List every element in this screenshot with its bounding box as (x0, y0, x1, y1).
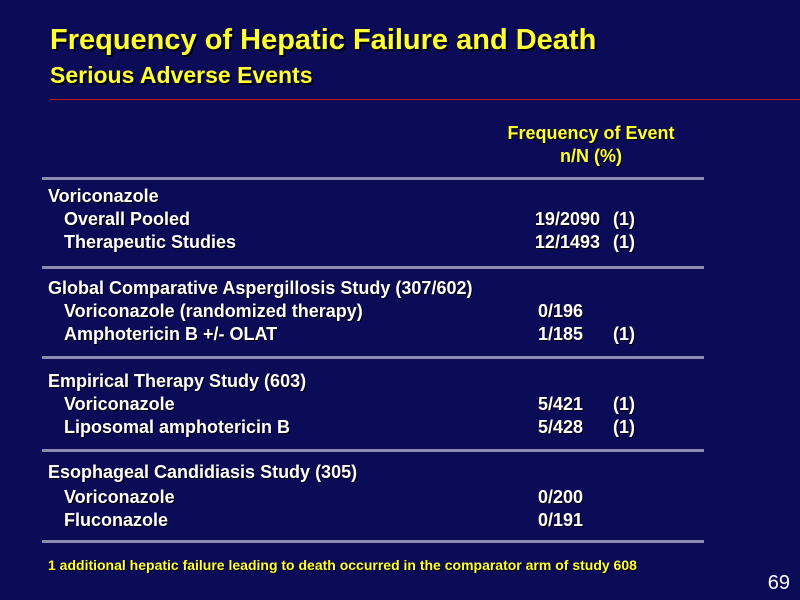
row-percent: (1) (613, 324, 635, 344)
section-heading: Voriconazole (48, 186, 159, 206)
row-percent: (1) (613, 232, 635, 252)
row-fraction: 1/185 (538, 324, 584, 344)
row-fraction: 0/200 (538, 487, 584, 507)
row-fraction: 0/191 (538, 510, 584, 530)
section-heading: Esophageal Candidiasis Study (305) (48, 462, 358, 482)
row-label: Voriconazole (64, 394, 175, 414)
row-fraction: 12/1493 (534, 232, 600, 252)
row-fraction: 19/2090 (534, 209, 600, 229)
row-label: Voriconazole (64, 487, 175, 507)
row-percent: (1) (613, 417, 635, 437)
row-label: Liposomal amphotericin B (64, 417, 291, 437)
row-label: Amphotericin B +/- OLAT (64, 324, 278, 344)
page-number: 69 (767, 572, 790, 594)
row-label: Fluconazole (64, 510, 169, 530)
row-percent: (1) (613, 209, 635, 229)
row-fraction: 0/196 (538, 301, 584, 321)
slide-title: Frequency of Hepatic Failure and Death (50, 24, 597, 56)
footnote: 1 additional hepatic failure leading to death occurred in the comparator arm of study 608 (48, 557, 637, 573)
table-rule (42, 177, 704, 180)
row-fraction: 5/421 (538, 394, 584, 414)
column-header-line1: Frequency of Event (507, 123, 675, 143)
row-label: Therapeutic Studies (64, 232, 237, 252)
table-rule (42, 266, 704, 269)
row-label: Overall Pooled (64, 209, 191, 229)
table-rule (42, 540, 704, 543)
section-heading: Empirical Therapy Study (603) (48, 371, 307, 391)
title-divider (50, 99, 800, 100)
section-heading: Global Comparative Aspergillosis Study (307/602) (48, 278, 473, 298)
table-rule (42, 356, 704, 359)
slide-subtitle: Serious Adverse Events (50, 62, 313, 88)
row-fraction: 5/428 (538, 417, 584, 437)
row-label: Voriconazole (randomized therapy) (64, 301, 363, 321)
column-header-line2: n/N (%) (560, 146, 622, 166)
table-rule (42, 449, 704, 452)
row-percent: (1) (613, 394, 635, 414)
